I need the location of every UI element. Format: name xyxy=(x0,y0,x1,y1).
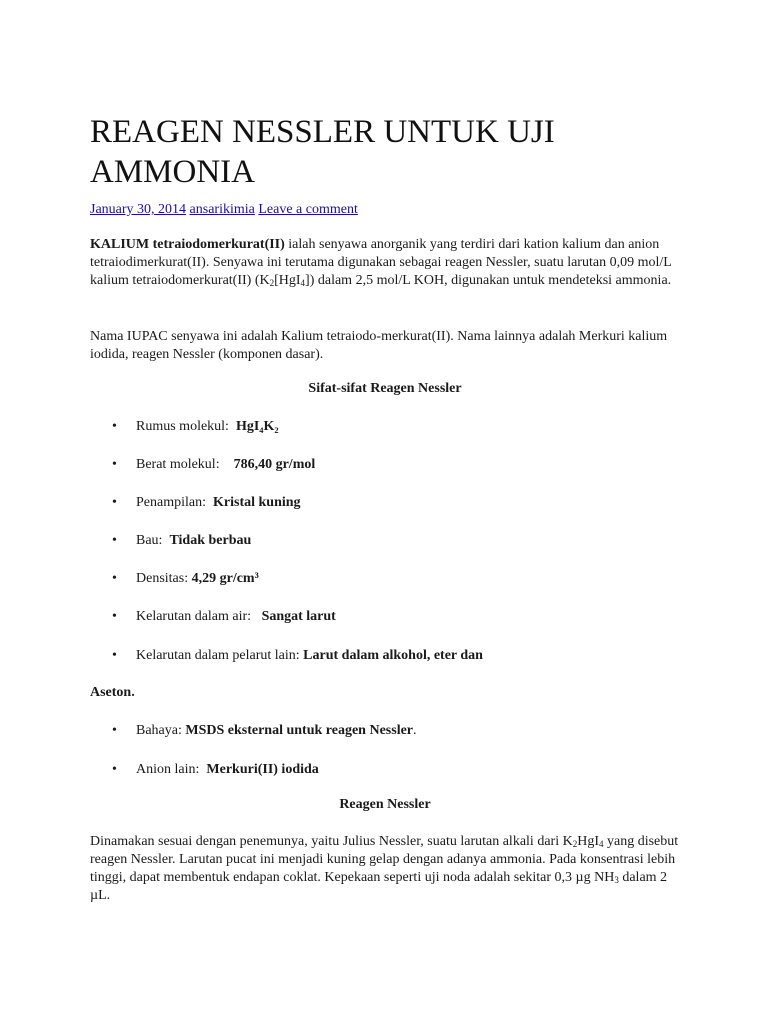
property-label: Bahaya: xyxy=(136,723,182,738)
bullet-icon: • xyxy=(112,457,117,472)
final-text-4: dalam 2 µL. xyxy=(90,870,668,903)
property-value: 4,29 gr/cm³ xyxy=(191,571,259,586)
section-heading: Reagen Nessler xyxy=(339,797,431,812)
intro-paragraph xyxy=(90,236,680,290)
article-title: REAGEN NESSLER UNTUK UJI AMMONIA xyxy=(90,114,555,190)
list-item xyxy=(112,608,336,626)
intro-text-1: ialah senyawa anorganik yang terdiri dari kation kalium dan anion tetraiodimerkurat(II). Senyawa ini terutama digunakan sebagai reagen Nessler, suatu larutan 0,09 mol/L kalium tetraiodomerkurat(II) (K xyxy=(90,237,672,288)
intro-bold-term: KALIUM tetraiodomerkurat(II) xyxy=(90,237,285,252)
intro-text-2: [HgI xyxy=(274,273,301,288)
final-paragraph xyxy=(90,833,680,905)
author-link[interactable]: ansarikimia xyxy=(189,202,255,217)
list-item xyxy=(112,761,319,779)
list-item xyxy=(112,418,279,436)
intro-text-3: ]) dalam 2,5 mol/L KOH, digunakan untuk mendeteksi ammonia. xyxy=(305,273,672,288)
property-label: Penampilan: xyxy=(136,495,206,510)
list-item xyxy=(112,532,251,550)
iupac-paragraph: Nama IUPAC senyawa ini adalah Kalium tetraiodo-merkurat(II). Nama lainnya adalah Merkuri kalium iodida, reagen Nessler (komponen dasar). xyxy=(90,329,668,362)
property-value: Tidak berbau xyxy=(169,533,252,548)
subscript: 2 xyxy=(572,839,578,849)
list-item xyxy=(112,570,259,588)
leave-comment-link[interactable]: Leave a comment xyxy=(258,202,358,217)
bullet-icon: • xyxy=(112,762,117,777)
subscript: 3 xyxy=(614,875,619,885)
property-value: Larut dalam alkohol, eter dan xyxy=(303,648,483,663)
property-label: Berat molekul: xyxy=(136,457,220,472)
continuation-text: Aseton. xyxy=(90,685,135,700)
property-value: 786,40 gr/mol xyxy=(233,457,316,472)
property-label: Kelarutan dalam pelarut lain: xyxy=(136,648,300,663)
properties-heading: Sifat-sifat Reagen Nessler xyxy=(308,381,462,396)
property-value: MSDS eksternal untuk reagen Nessler xyxy=(185,723,414,738)
final-text-2: HgI xyxy=(577,834,599,849)
list-item xyxy=(112,647,483,665)
final-text-1: Dinamakan sesuai dengan penemunya, yaitu Julius Nessler, suatu larutan alkali dari K xyxy=(90,834,573,849)
property-value: Merkuri(II) iodida xyxy=(206,762,319,777)
property-label: Rumus molekul: xyxy=(136,419,229,434)
property-value: Sangat larut xyxy=(261,609,336,624)
bullet-icon: • xyxy=(112,419,117,434)
subscript: 2 xyxy=(269,278,275,288)
bullet-icon: • xyxy=(112,571,117,586)
property-suffix: . xyxy=(413,723,417,738)
property-value: Kristal kuning xyxy=(213,495,301,510)
property-value: HgI₄K₂ xyxy=(235,419,279,434)
post-date-link[interactable]: January 30, 2014 xyxy=(90,202,187,217)
bullet-icon: • xyxy=(112,609,117,624)
property-label: Bau: xyxy=(136,533,163,548)
bullet-icon: • xyxy=(112,495,117,510)
article-meta xyxy=(90,202,358,218)
subscript: 4 xyxy=(598,839,604,849)
property-label: Densitas: xyxy=(136,571,189,586)
list-item xyxy=(112,722,417,740)
bullet-icon: • xyxy=(112,533,117,548)
list-item xyxy=(112,456,315,474)
property-label: Anion lain: xyxy=(136,762,200,777)
bullet-icon: • xyxy=(112,723,117,738)
property-label: Kelarutan dalam air: xyxy=(136,609,252,624)
final-text-3: yang disebut reagen Nessler. Larutan pucat ini menjadi kuning gelap dengan adanya ammonia. Pada konsentrasi lebih tinggi, dapat membentuk endapan coklat. Kepekaan seperti uji noda adalah sekitar 0,3 µg NH xyxy=(90,834,679,885)
bullet-icon: • xyxy=(112,648,117,663)
subscript: 4 xyxy=(300,278,306,288)
list-item xyxy=(112,494,301,512)
